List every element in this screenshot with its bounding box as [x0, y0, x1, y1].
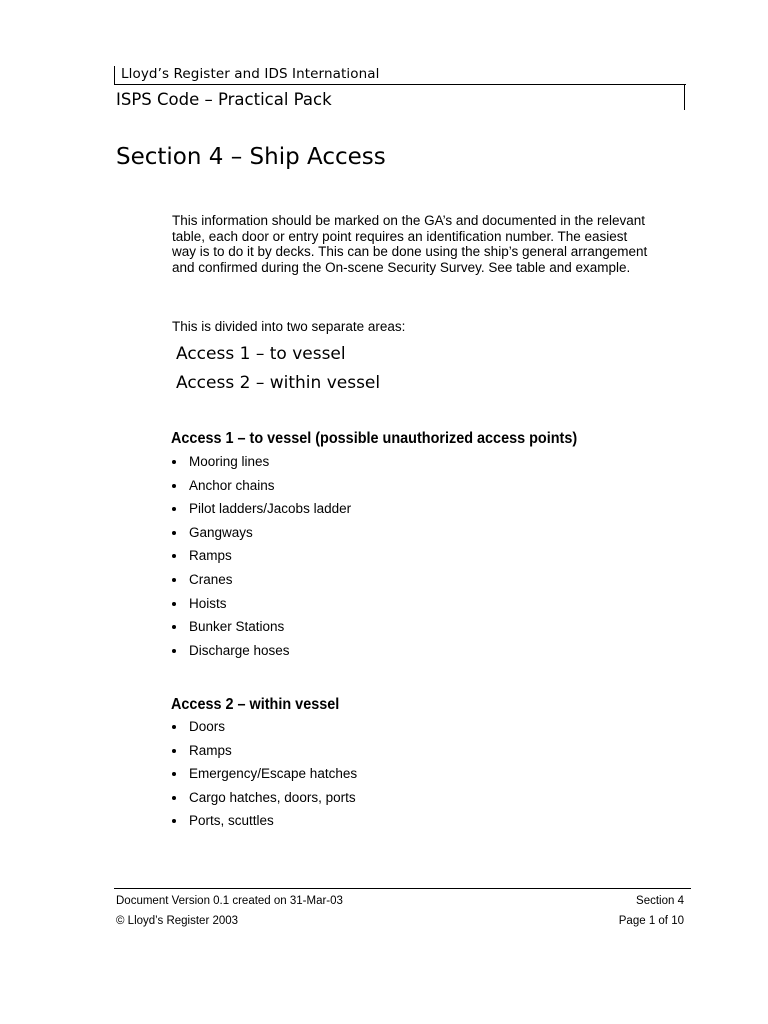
list-item-text: Ports, scuttles: [189, 813, 274, 829]
list-item: [171, 452, 351, 476]
bullet-icon: [172, 554, 176, 558]
list-item: [171, 570, 351, 594]
header-org: Lloyd’s Register and IDS International: [121, 66, 380, 82]
footer-section: Section 4: [636, 895, 684, 907]
access1-heading: Access 1 – to vessel (possible unauthorized access points): [171, 430, 578, 447]
list-item-text: Cranes: [189, 571, 233, 587]
bullet-icon: [172, 602, 176, 606]
list-item-text: Doors: [189, 719, 226, 734]
list-item: [171, 811, 357, 835]
bullet-icon: [172, 484, 176, 488]
bullet-icon: [172, 819, 176, 823]
header-divider: [684, 85, 685, 110]
footer-rule: [114, 888, 691, 889]
access-areas: [176, 342, 380, 400]
list-item: [171, 717, 357, 741]
list-item-text: Gangways: [189, 524, 253, 540]
bullet-icon: [172, 531, 176, 535]
list-item: [171, 499, 351, 523]
bullet-icon: [172, 507, 176, 511]
list-item-text: Mooring lines: [189, 454, 270, 469]
list-item-text: Discharge hoses: [189, 642, 290, 658]
list-item-text: Hoists: [189, 595, 227, 611]
list-item-text: Pilot ladders/Jacobs ladder: [189, 501, 352, 517]
list-item: [171, 741, 357, 765]
section-title: Section 4 – Ship Access: [116, 144, 386, 170]
bullet-icon: [172, 796, 176, 800]
bullet-icon: [172, 460, 176, 464]
bullet-icon: [172, 625, 176, 629]
bullet-icon: [172, 749, 176, 753]
intro-paragraph: This information should be marked on the GA’s and documented in the relevant table, each door or entry point requires an identification number. The easiest way is to do it by decks. This can be done using the ship’s general arrangement and confirmed during the On-scene Security Survey. See table and example.: [172, 213, 648, 275]
header-doc-title: ISPS Code – Practical Pack: [116, 90, 332, 109]
divided-text: This is divided into two separate areas:: [172, 319, 406, 334]
list-item-text: Ramps: [189, 548, 232, 564]
footer-version: Document Version 0.1 created on 31-Mar-03: [116, 895, 343, 907]
list-item: [171, 617, 351, 641]
list-item: [171, 476, 351, 500]
list-item-text: Cargo hatches, doors, ports: [189, 789, 356, 805]
area-2: Access 2 – within vessel: [176, 373, 381, 393]
list-item: [171, 546, 351, 570]
bullet-icon: [172, 772, 176, 776]
footer-page-number: Page 1 of 10: [618, 915, 684, 927]
header-org-box: [114, 66, 686, 85]
list-item: [171, 788, 357, 812]
list-item-text: Ramps: [189, 742, 232, 758]
access1-list: [171, 452, 351, 664]
bullet-icon: [172, 649, 176, 653]
bullet-icon: [172, 578, 176, 582]
list-item: [171, 594, 351, 618]
access2-heading: Access 2 – within vessel: [171, 696, 340, 713]
list-item: [171, 764, 357, 788]
list-item-text: Bunker Stations: [189, 619, 285, 635]
list-item-text: Emergency/Escape hatches: [189, 766, 358, 782]
list-item: [171, 641, 351, 665]
bullet-icon: [172, 725, 176, 729]
list-item: [171, 523, 351, 547]
list-item-text: Anchor chains: [189, 477, 275, 493]
footer-copyright: © Lloyd’s Register 2003: [116, 915, 239, 927]
area-1: Access 1 – to vessel: [176, 344, 346, 364]
access2-list: [171, 717, 357, 835]
